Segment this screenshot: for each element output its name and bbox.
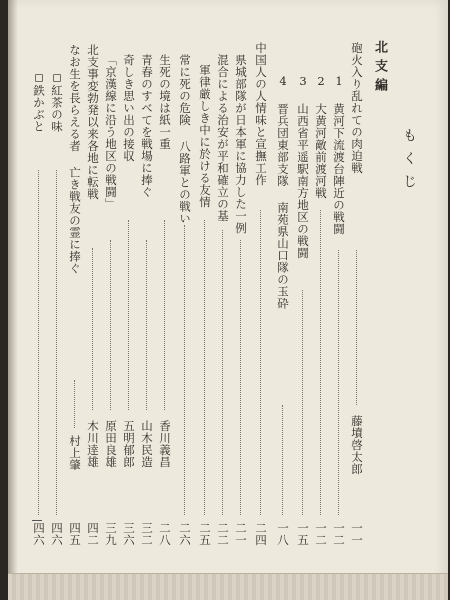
- toc-entry: [214, 0, 232, 560]
- entry-title: 2 大黄河敵前渡河戦: [314, 74, 328, 199]
- entry-title: 奇しき思い出の接収: [122, 54, 136, 162]
- toc-entry: [30, 0, 48, 560]
- entry-page: 四六: [32, 522, 46, 546]
- toc-entry: [120, 0, 138, 560]
- dot-leader: [184, 225, 185, 515]
- entry-title: 常に死の危険 八路軍との戦い: [178, 54, 192, 225]
- toc-entry: [156, 0, 174, 560]
- dot-leader: [128, 220, 129, 410]
- entry-page: 四六: [50, 522, 64, 546]
- dot-leader: [146, 240, 147, 410]
- entry-author: 山木民造: [140, 420, 154, 468]
- entry-page: 一一: [350, 522, 364, 546]
- entry-title: なお生を長らえる者 亡き戦友の霊に捧ぐ: [68, 44, 82, 275]
- dot-leader: [320, 210, 321, 515]
- dot-leader: [302, 290, 303, 515]
- toc-entry: [66, 0, 84, 560]
- toc-entry: [138, 0, 156, 560]
- entry-page: 二二: [216, 522, 230, 546]
- entry-page: 二一: [234, 522, 248, 546]
- toc-entry: [252, 0, 270, 560]
- entry-page: 三二: [140, 522, 154, 546]
- entry-author: 村上肇: [68, 435, 82, 471]
- entry-title: 3 山西省平遥駅南方地区の戦闘: [296, 74, 310, 259]
- entry-author: 香川義昌: [158, 420, 172, 468]
- toc-page: [8, 0, 448, 600]
- dot-leader: [74, 380, 75, 428]
- entry-title: ◻紅茶の味: [50, 70, 64, 133]
- entry-author: 木川逹雄: [86, 420, 100, 468]
- entry-page: 一二: [314, 522, 328, 546]
- entry-title: 県城部隊が日本軍に協力した一例: [234, 54, 248, 234]
- entry-page: 一五: [296, 522, 310, 546]
- entry-title: ◻鉄かぶと: [32, 70, 46, 133]
- dot-leader: [240, 240, 241, 515]
- entry-page: 三九: [104, 522, 118, 546]
- toc-entry: [176, 0, 194, 560]
- dot-leader: [92, 248, 93, 410]
- entry-page: 二六: [178, 522, 192, 546]
- dot-leader: [38, 170, 39, 515]
- entry-page: 二五: [198, 522, 212, 546]
- toc-entry: [102, 0, 120, 560]
- entry-page: 三六: [122, 522, 136, 546]
- entry-author: 原田良雄: [104, 420, 118, 468]
- entry-title: 4 晋兵団東部支隊 南苑県山口隊の玉砕: [276, 74, 290, 310]
- margin-dash: [32, 520, 42, 521]
- toc-entry: [48, 0, 66, 560]
- section-heading: 北支編: [372, 40, 387, 97]
- toc-entry: [312, 0, 330, 560]
- entry-title: 砲火入り乱れての肉迫戦: [350, 42, 364, 174]
- dot-leader: [56, 170, 57, 515]
- dot-leader: [110, 240, 111, 410]
- toc-entry: [84, 0, 102, 560]
- entry-author: 五明郁郎: [122, 420, 136, 468]
- entry-title: 混合による治安が平和確立の基: [216, 54, 230, 222]
- entry-title: 1 黄河下流渡台陣近の戦闘: [332, 74, 346, 235]
- toc-title: もくじ: [401, 128, 417, 197]
- entry-title: 北支事変勃発以来各地に転戦: [86, 44, 100, 200]
- page-stack-edge: [8, 573, 448, 600]
- entry-page: 二八: [158, 522, 172, 546]
- toc-entry: [196, 0, 214, 560]
- dot-leader: [282, 405, 283, 515]
- entry-title: 青春のすべてを戦場に捧ぐ: [140, 54, 154, 198]
- entry-title: 「京漢線に沿う地区の戦闘」: [104, 54, 118, 210]
- dot-leader: [356, 250, 357, 405]
- toc-entry: [294, 0, 312, 560]
- toc-entry: [274, 0, 292, 560]
- dot-leader: [222, 230, 223, 515]
- toc-entry: [232, 0, 250, 560]
- entry-title: 中国人の人情味と宣撫工作: [254, 42, 268, 186]
- dot-leader: [338, 250, 339, 515]
- dot-leader: [164, 220, 165, 410]
- entry-page: 四五: [68, 522, 82, 546]
- entry-page: 二四: [254, 522, 268, 546]
- entry-title: 軍律厳しき中に於ける友情: [198, 64, 212, 208]
- binding-shadow: [8, 0, 18, 600]
- entry-title: 生死の境は紙一重: [158, 54, 172, 150]
- entry-author: 藤墳啓太郎: [350, 415, 364, 475]
- dot-leader: [204, 220, 205, 515]
- dot-leader: [260, 210, 261, 515]
- entry-page: 一二: [332, 522, 346, 546]
- toc-entry: [330, 0, 348, 560]
- entry-page: 四二: [86, 522, 100, 546]
- toc-entry: [348, 0, 366, 560]
- entry-page: 一八: [276, 522, 290, 546]
